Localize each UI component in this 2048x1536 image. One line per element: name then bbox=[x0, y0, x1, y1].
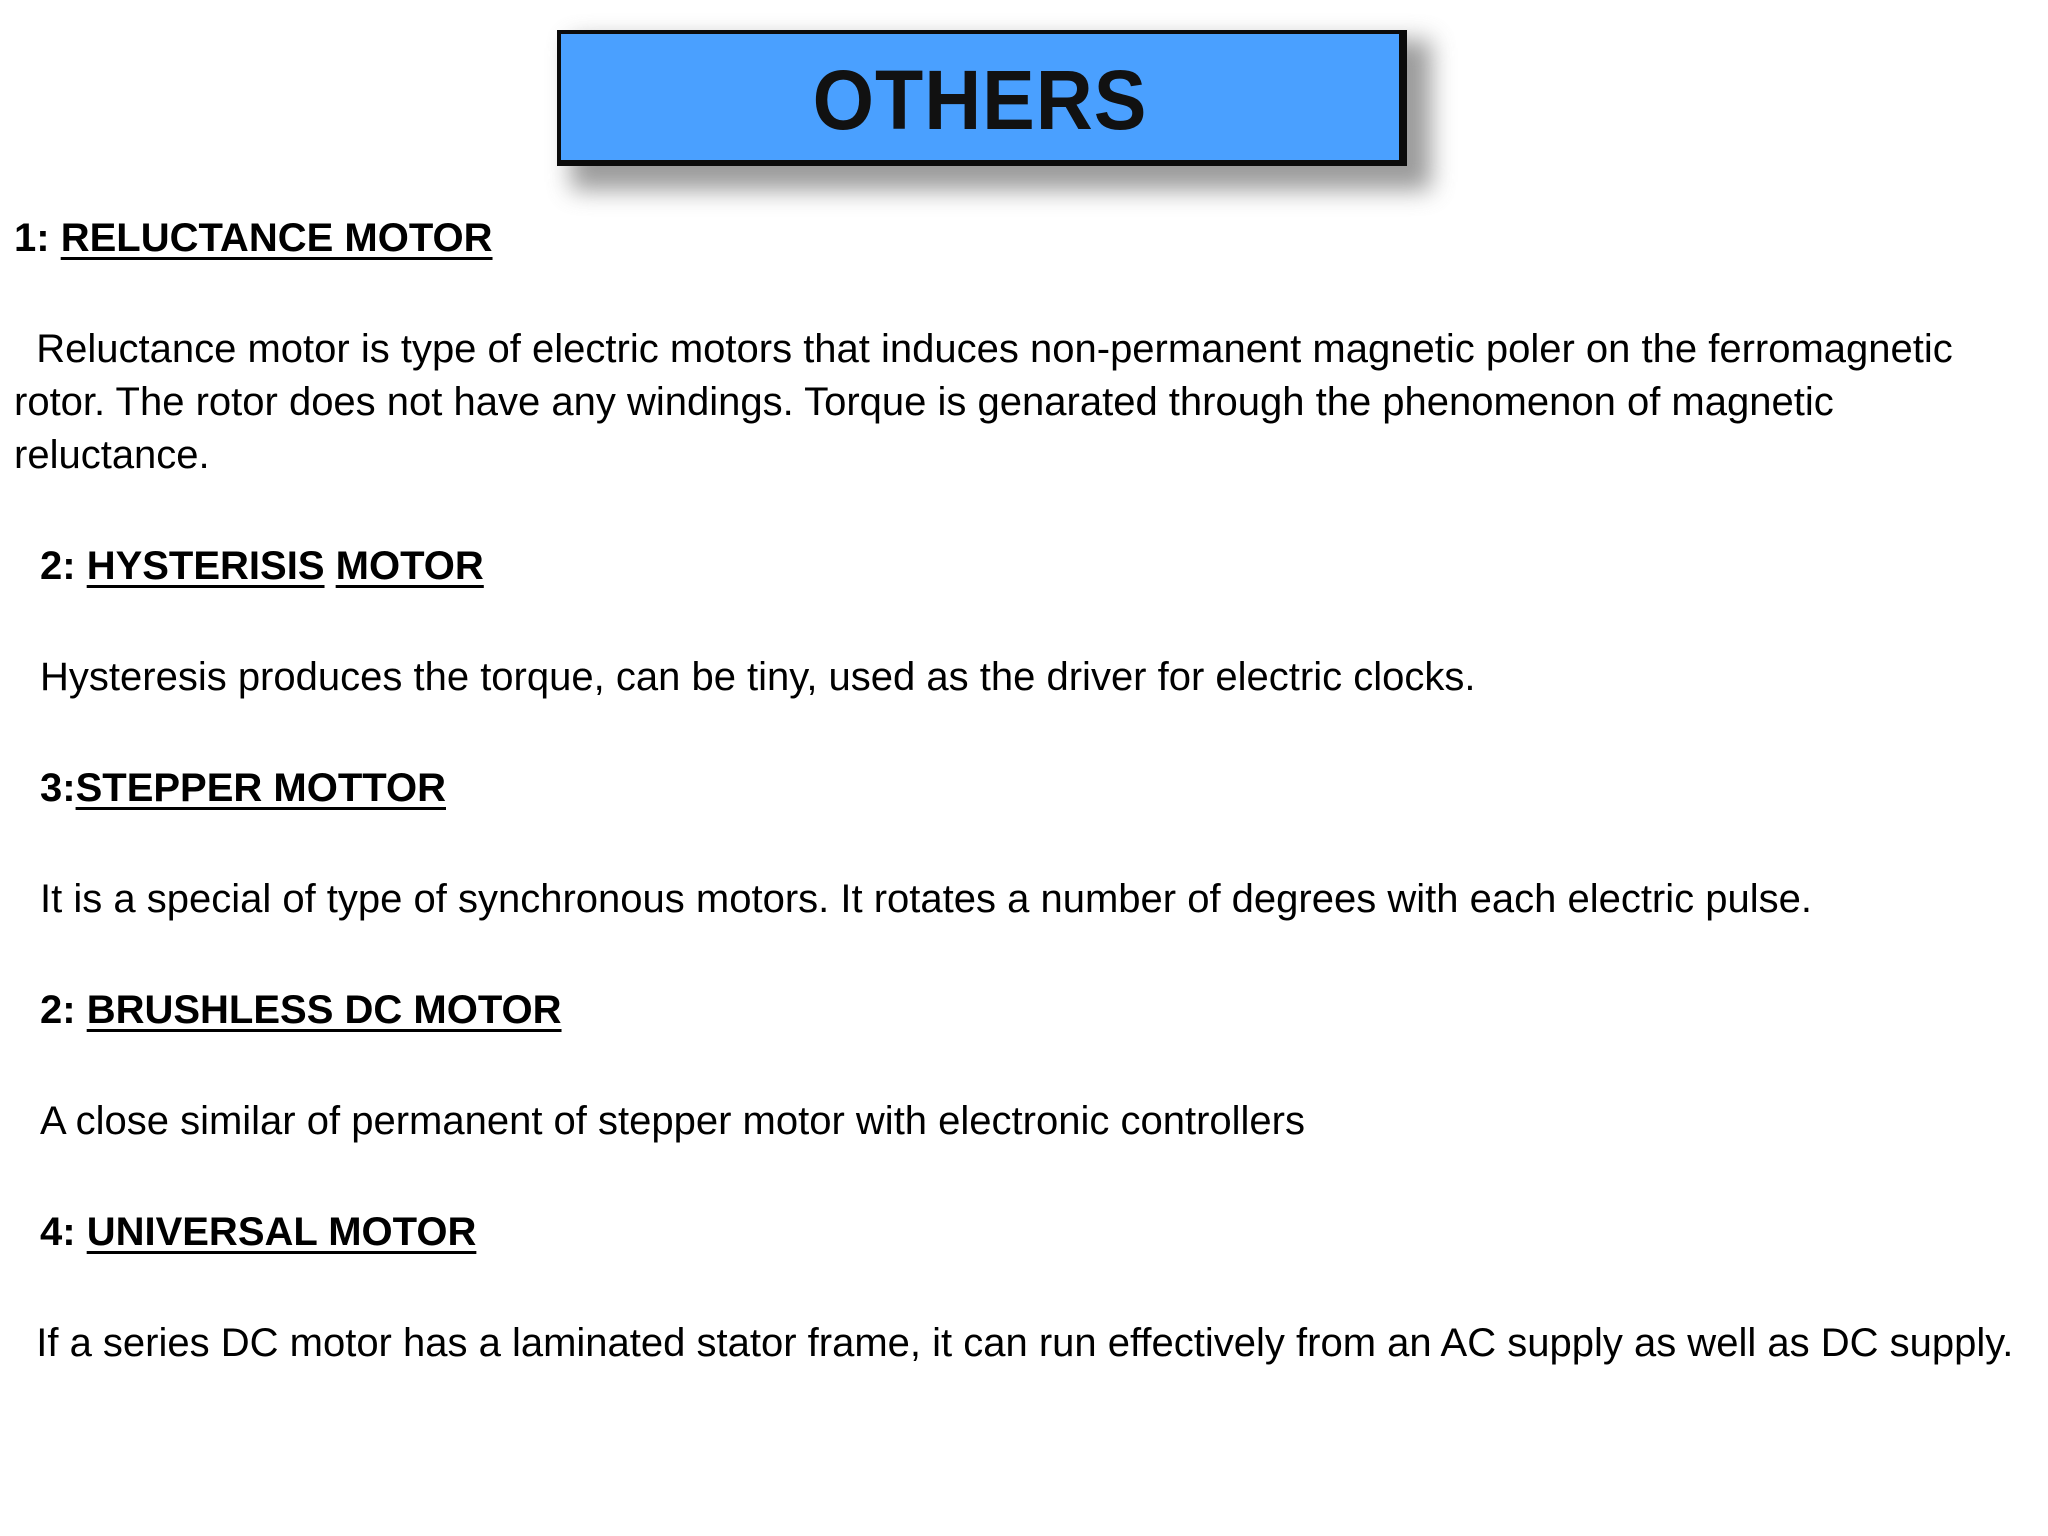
section-text-universal bbox=[14, 1317, 2024, 1370]
section-title: BRUSHLESS DC MOTOR bbox=[86, 988, 562, 1032]
section-number: 2: bbox=[40, 544, 87, 588]
section-text-reluctance bbox=[14, 323, 2024, 482]
section-title: RELUCTANCE MOTOR bbox=[60, 216, 493, 260]
section-title: STEPPER MOTTOR bbox=[75, 766, 446, 810]
section-heading-brushless bbox=[14, 984, 2024, 1037]
title-banner bbox=[557, 30, 1407, 166]
section-text-hysterisis: Hysteresis produces the torque, can be tiny, used as the driver for electric clocks. bbox=[40, 655, 1476, 699]
section-text-stepper: It is a special of type of synchronous motors. It rotates a number of degrees with each electric pulse. bbox=[40, 877, 1812, 921]
document-body bbox=[14, 212, 2024, 1370]
section-heading-stepper bbox=[14, 762, 2024, 815]
section-title-part1: HYSTERISIS bbox=[86, 544, 325, 588]
section-text-brushless: A close similar of permanent of stepper motor with electronic controllers bbox=[40, 1099, 1305, 1143]
section-heading-universal bbox=[14, 1206, 2024, 1259]
paragraph-text: Reluctance motor is type of electric motors that induces non-permanent magnetic poler on the ferromagnetic rotor. The rotor does not have any windings. Torque is genarated through the phenomenon of magnetic reluctance. bbox=[14, 327, 1953, 477]
banner-box bbox=[557, 30, 1407, 166]
section-heading-reluctance bbox=[14, 212, 2024, 265]
page-title: OTHERS bbox=[812, 52, 1148, 147]
section-number: 1: bbox=[14, 216, 61, 260]
section-title-part2: MOTOR bbox=[335, 544, 484, 588]
section-number: 3: bbox=[40, 766, 76, 810]
section-number: 4: bbox=[40, 1210, 87, 1254]
section-title: UNIVERSAL MOTOR bbox=[86, 1210, 477, 1254]
section-heading-hysterisis bbox=[14, 540, 2024, 593]
paragraph-text: If a series DC motor has a laminated stator frame, it can run effectively from an AC supply as well as DC supply. bbox=[36, 1321, 2014, 1365]
section-number: 2: bbox=[40, 988, 87, 1032]
